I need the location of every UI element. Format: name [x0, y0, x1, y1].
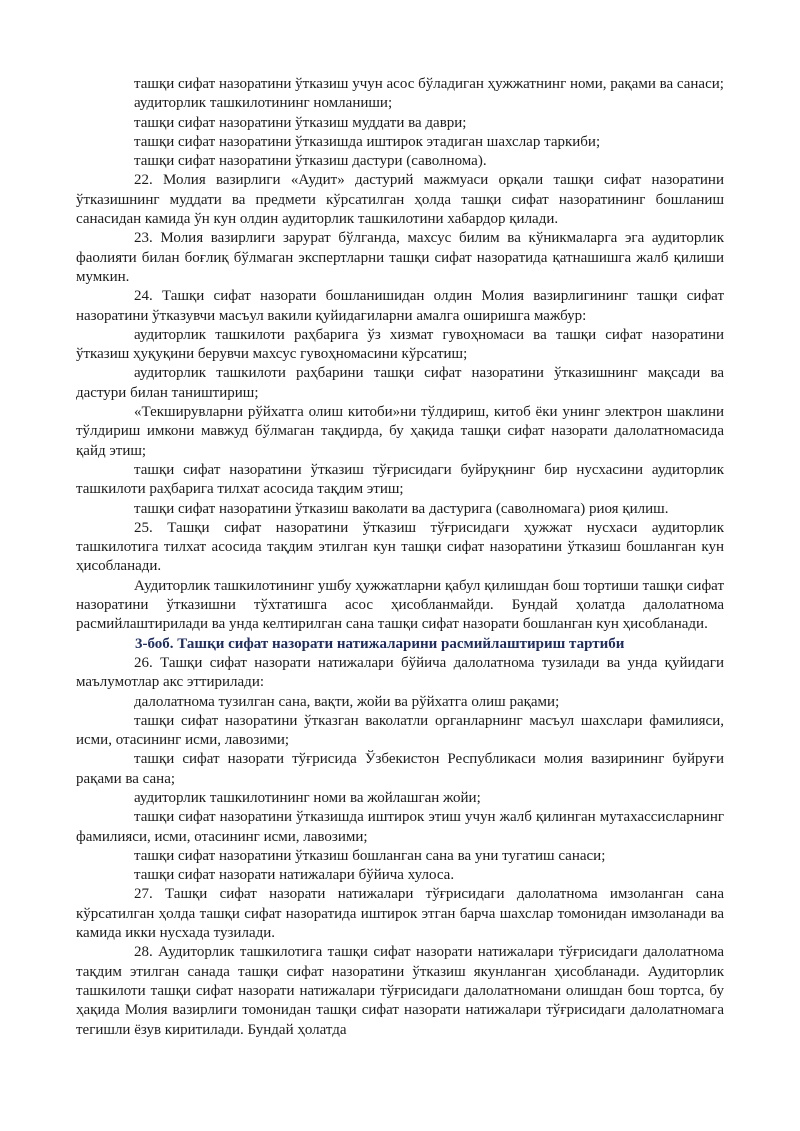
paragraph: ташқи сифат назоратини ўтказган ваколатли органларнинг масъул шахслари фамилияси, исми, отасининг исми, лавозими; [76, 712, 724, 749]
paragraph: аудиторлик ташкилотининг номи ва жойлашган жойи; [134, 789, 481, 806]
chapter-heading: 3-боб. Ташқи сифат назорати натижаларини расмийлаштириш тартиби [135, 635, 625, 652]
paragraph: ташқи сифат назоратини ўтказиш дастури (саволнома). [134, 153, 487, 170]
paragraph: ташқи сифат назорати натижалари бўйича хулоса. [134, 867, 455, 884]
paragraphs-before [76, 75, 724, 635]
paragraph: аудиторлик ташкилотининг номланиши; [134, 95, 393, 112]
paragraph: ташқи сифат назоратини ўтказиш учун асос бўладиган ҳужжатнинг номи, рақами ва санаси; [134, 76, 724, 92]
paragraph: «Текширувларни рўйхатга олиш китоби»ни тўлдириш, китоб ёки унинг электрон шаклини тўлдириш имкони мавжуд бўлмаган тақдирда, бу ҳақида ташқи сифат назорати далолатномасида қайд этиш; [76, 404, 724, 459]
document-body [76, 75, 724, 1040]
paragraph: 27. Ташқи сифат назорати натижалари тўғрисидаги далолатнома имзоланган сана кўрсатилган ҳолда ташқи сифат назоратида иштирок этган барча шахслар томонидан имзоланади ва камида икки нусхада тузилади. [76, 886, 724, 942]
paragraph: 23. Молия вазирлиги зарурат бўлганда, махсус билим ва кўникмаларга эга аудиторлик фаолияти билан боғлиқ бўлмаган экспертларни ташқи сифат назоратида қатнашишга жалб қилиши мумкин. [76, 230, 724, 285]
paragraph: аудиторлик ташкилоти раҳбарини ташқи сифат назоратини ўтказишнинг мақсади ва дастури билан таништириш; [76, 365, 724, 401]
paragraph: 25. Ташқи сифат назоратини ўтказиш тўғрисидаги ҳужжат нусхаси аудиторлик ташкилотига тилхат асосида тақдим этилган кун ташқи сифат назоратини ўтказиш бошланган кун ҳисобланади. [76, 519, 724, 575]
paragraph: ташқи сифат назоратини ўтказиш ваколати ва дастурига (саволномага) риоя қилиш. [134, 500, 669, 517]
paragraph: ташқи сифат назоратини ўтказишда иштирок этиш учун жалб қилинган мутахассисларнинг фамилияси, исми, отасининг исми, лавозими; [76, 809, 724, 845]
paragraphs-after [76, 654, 724, 1040]
paragraph: 26. Ташқи сифат назорати натижалари бўйича далолатнома тузилади ва унда қуйидаги маълумотлар акс эттирилади: [76, 654, 724, 691]
paragraph: 24. Ташқи сифат назорати бошланишидан олдин Молия вазирлигининг ташқи сифат назоратини ўтказувчи масъул вакили қуйидагиларни амалга оширишга мажбур: [76, 288, 724, 324]
paragraph: аудиторлик ташкилоти раҳбарига ўз хизмат гувоҳномаси ва ташқи сифат назоратини ўтказиш ҳуқуқини берувчи махсус гувоҳномасини кўрсатиш; [76, 326, 724, 363]
paragraph: ташқи сифат назоратини ўтказиш бошланган сана ва уни тугатиш санаси; [134, 847, 606, 864]
paragraph: ташқи сифат назорати тўғрисида Ўзбекистон Республикаси молия вазирининг буйруғи рақами ва сана; [76, 751, 724, 787]
paragraph: Аудиторлик ташкилотининг ушбу ҳужжатларни қабул қилишдан бош тортиши ташқи сифат назоратини ўтказишни тўхтатишга асос ҳисобланмайди. Бундай ҳолатда далолатнома расмийлаштирилади ва унда келтирилган сана ташқи сифат назорати бошланган кун ҳисобланади. [76, 577, 724, 633]
paragraph: ташқи сифат назоратини ўтказиш тўғрисидаги буйруқнинг бир нусхасини аудиторлик ташкилоти раҳбарига тилхат асосида тақдим этиш; [76, 461, 724, 498]
paragraph: 28. Аудиторлик ташкилотига ташқи сифат назорати натижалари тўғрисидаги далолатнома тақдим этилган санада ташқи сифат назоратини ўтказиш якунланган ҳисобланади. Аудиторлик ташкилоти ташқи сифат назорати натижалари тўғрисидаги далолатномани олишдан бош тортса, бу ҳақида Молия вазирлиги томонидан ташқи сифат назорати натижалари тўғрисидаги далолатномага тегишли ёзув киритилади. Бундай ҳолатда [76, 944, 724, 1038]
paragraph: ташқи сифат назоратини ўтказишда иштирок этадиган шахслар таркиби; [134, 133, 601, 150]
paragraph: ташқи сифат назоратини ўтказиш муддати ва даври; [134, 114, 467, 131]
paragraph: далолатнома тузилган сана, вақти, жойи ва рўйхатга олиш рақами; [134, 693, 560, 710]
paragraph: 22. Молия вазирлиги «Аудит» дастурий мажмуаси орқали ташқи сифат назоратини ўтказишнинг муддати ва предмети кўрсатилган ҳолда ташқи сифат назоратининг бошланиш санасидан камида ўн кун олдин аудиторлик ташкилотини хабардор қилади. [76, 172, 724, 228]
